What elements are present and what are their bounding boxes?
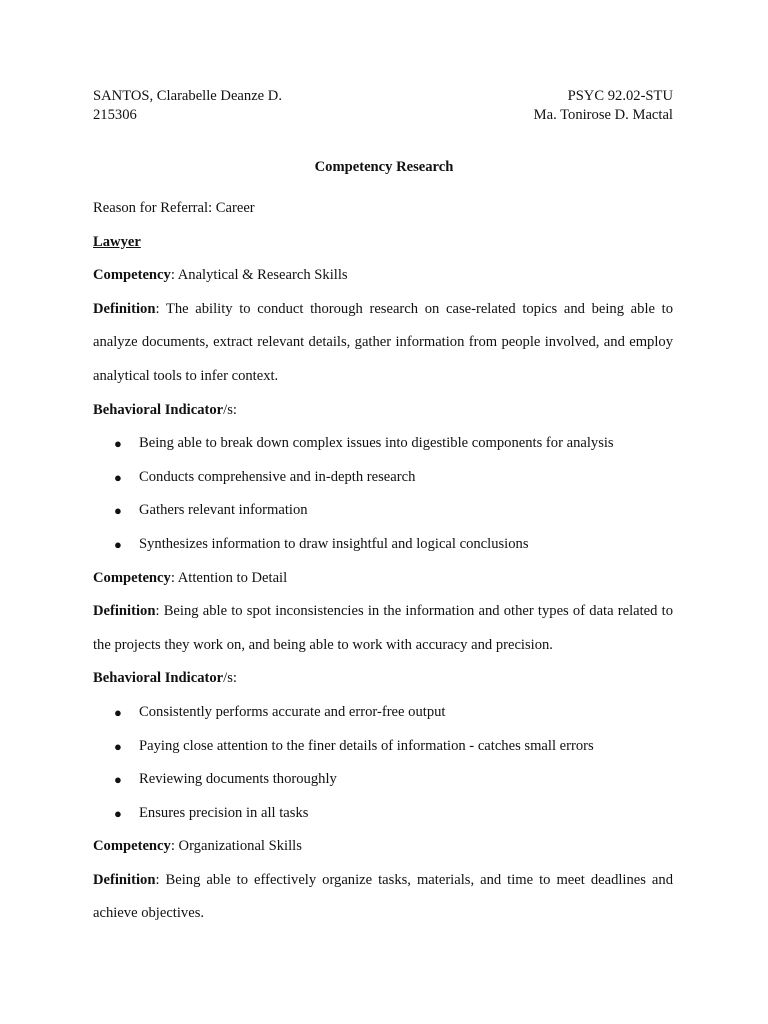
definition-text: Being able to effectively organize tasks, materials, and time to meet deadlines and achieve objectives. bbox=[93, 871, 673, 922]
competency-name: Organizational Skills bbox=[178, 838, 302, 855]
header-row-2 bbox=[93, 106, 673, 125]
behavioral-heading: Behavioral Indicator/s: bbox=[93, 670, 237, 687]
bullet-icon: ● bbox=[114, 536, 122, 552]
definition-label: Definition bbox=[93, 603, 156, 620]
competency-line: Competency: Attention to Detail bbox=[93, 569, 288, 586]
bullet-icon: ● bbox=[114, 469, 122, 485]
definition-text: The ability to conduct thorough research on case-related topics and being able to analyze documents, extract relevant details, gather information from people involved, and employ analytical tools to infer context. bbox=[93, 300, 673, 384]
referral-label: Reason for Referral: bbox=[93, 200, 216, 216]
behavioral-heading: Behavioral Indicator/s: bbox=[93, 401, 237, 418]
document-title: Competency Research bbox=[314, 159, 454, 175]
definition-label: Definition bbox=[93, 871, 156, 888]
bullet-icon: ● bbox=[114, 805, 122, 821]
indicator-list bbox=[93, 696, 673, 830]
definition-paragraph: Definition: The ability to conduct thorough research on case-related topics and being able to analyze documents, extract relevant details, gather information from people involved, and employ analytical tools to infer context. bbox=[93, 300, 673, 384]
student-name: SANTOS, Clarabelle Deanze D. bbox=[93, 88, 282, 104]
competency-name: Analytical & Research Skills bbox=[177, 267, 348, 284]
course-code: PSYC 92.02-STU bbox=[567, 88, 673, 104]
bullet-icon: ● bbox=[114, 436, 122, 452]
list-item: ● Conducts comprehensive and in-depth research bbox=[93, 461, 673, 495]
bullet-icon: ● bbox=[114, 503, 122, 519]
instructor-name: Ma. Tonirose D. Mactal bbox=[533, 107, 673, 123]
list-item: ● Being able to break down complex issues into digestible components for analysis bbox=[93, 427, 673, 461]
competency-line: Competency: Analytical & Research Skills bbox=[93, 267, 348, 284]
bullet-icon: ● bbox=[114, 738, 122, 754]
list-item: ● Consistently performs accurate and error-free output bbox=[93, 696, 673, 730]
student-id: 215306 bbox=[93, 107, 137, 123]
bullet-icon: ● bbox=[114, 704, 122, 720]
competency-label: Competency bbox=[93, 569, 171, 586]
definition-paragraph: Definition: Being able to effectively organize tasks, materials, and time to meet deadlines and achieve objectives. bbox=[93, 871, 673, 922]
list-item: ● Ensures precision in all tasks bbox=[93, 797, 673, 831]
competency-label: Competency bbox=[93, 267, 171, 284]
indicator-list bbox=[93, 427, 673, 561]
list-item: ● Paying close attention to the finer details of information - catches small errors bbox=[93, 730, 673, 764]
definition-label: Definition bbox=[93, 300, 156, 317]
definition-text: Being able to spot inconsistencies in the information and other types of data related to the projects they work on, and being able to work with accuracy and precision. bbox=[93, 603, 674, 653]
competency-line: Competency: Organizational Skills bbox=[93, 838, 302, 855]
definition-paragraph: Definition: Being able to spot inconsistencies in the information and other types of data related to the projects they work on, and being able to work with accuracy and precision. bbox=[93, 603, 674, 653]
list-item: ● Reviewing documents thoroughly bbox=[93, 763, 673, 797]
header-row-1 bbox=[93, 87, 673, 106]
occupation-heading: Lawyer bbox=[93, 233, 141, 250]
list-item: ● Gathers relevant information bbox=[93, 494, 673, 528]
referral-value: Career bbox=[215, 200, 255, 216]
document-body bbox=[93, 192, 673, 931]
list-item: ● Synthesizes information to draw insightful and logical conclusions bbox=[93, 528, 673, 562]
bullet-icon: ● bbox=[114, 772, 122, 788]
competency-label: Competency bbox=[93, 838, 171, 855]
referral-line bbox=[93, 192, 673, 226]
competency-name: Attention to Detail bbox=[177, 569, 288, 586]
document-header bbox=[93, 87, 673, 125]
